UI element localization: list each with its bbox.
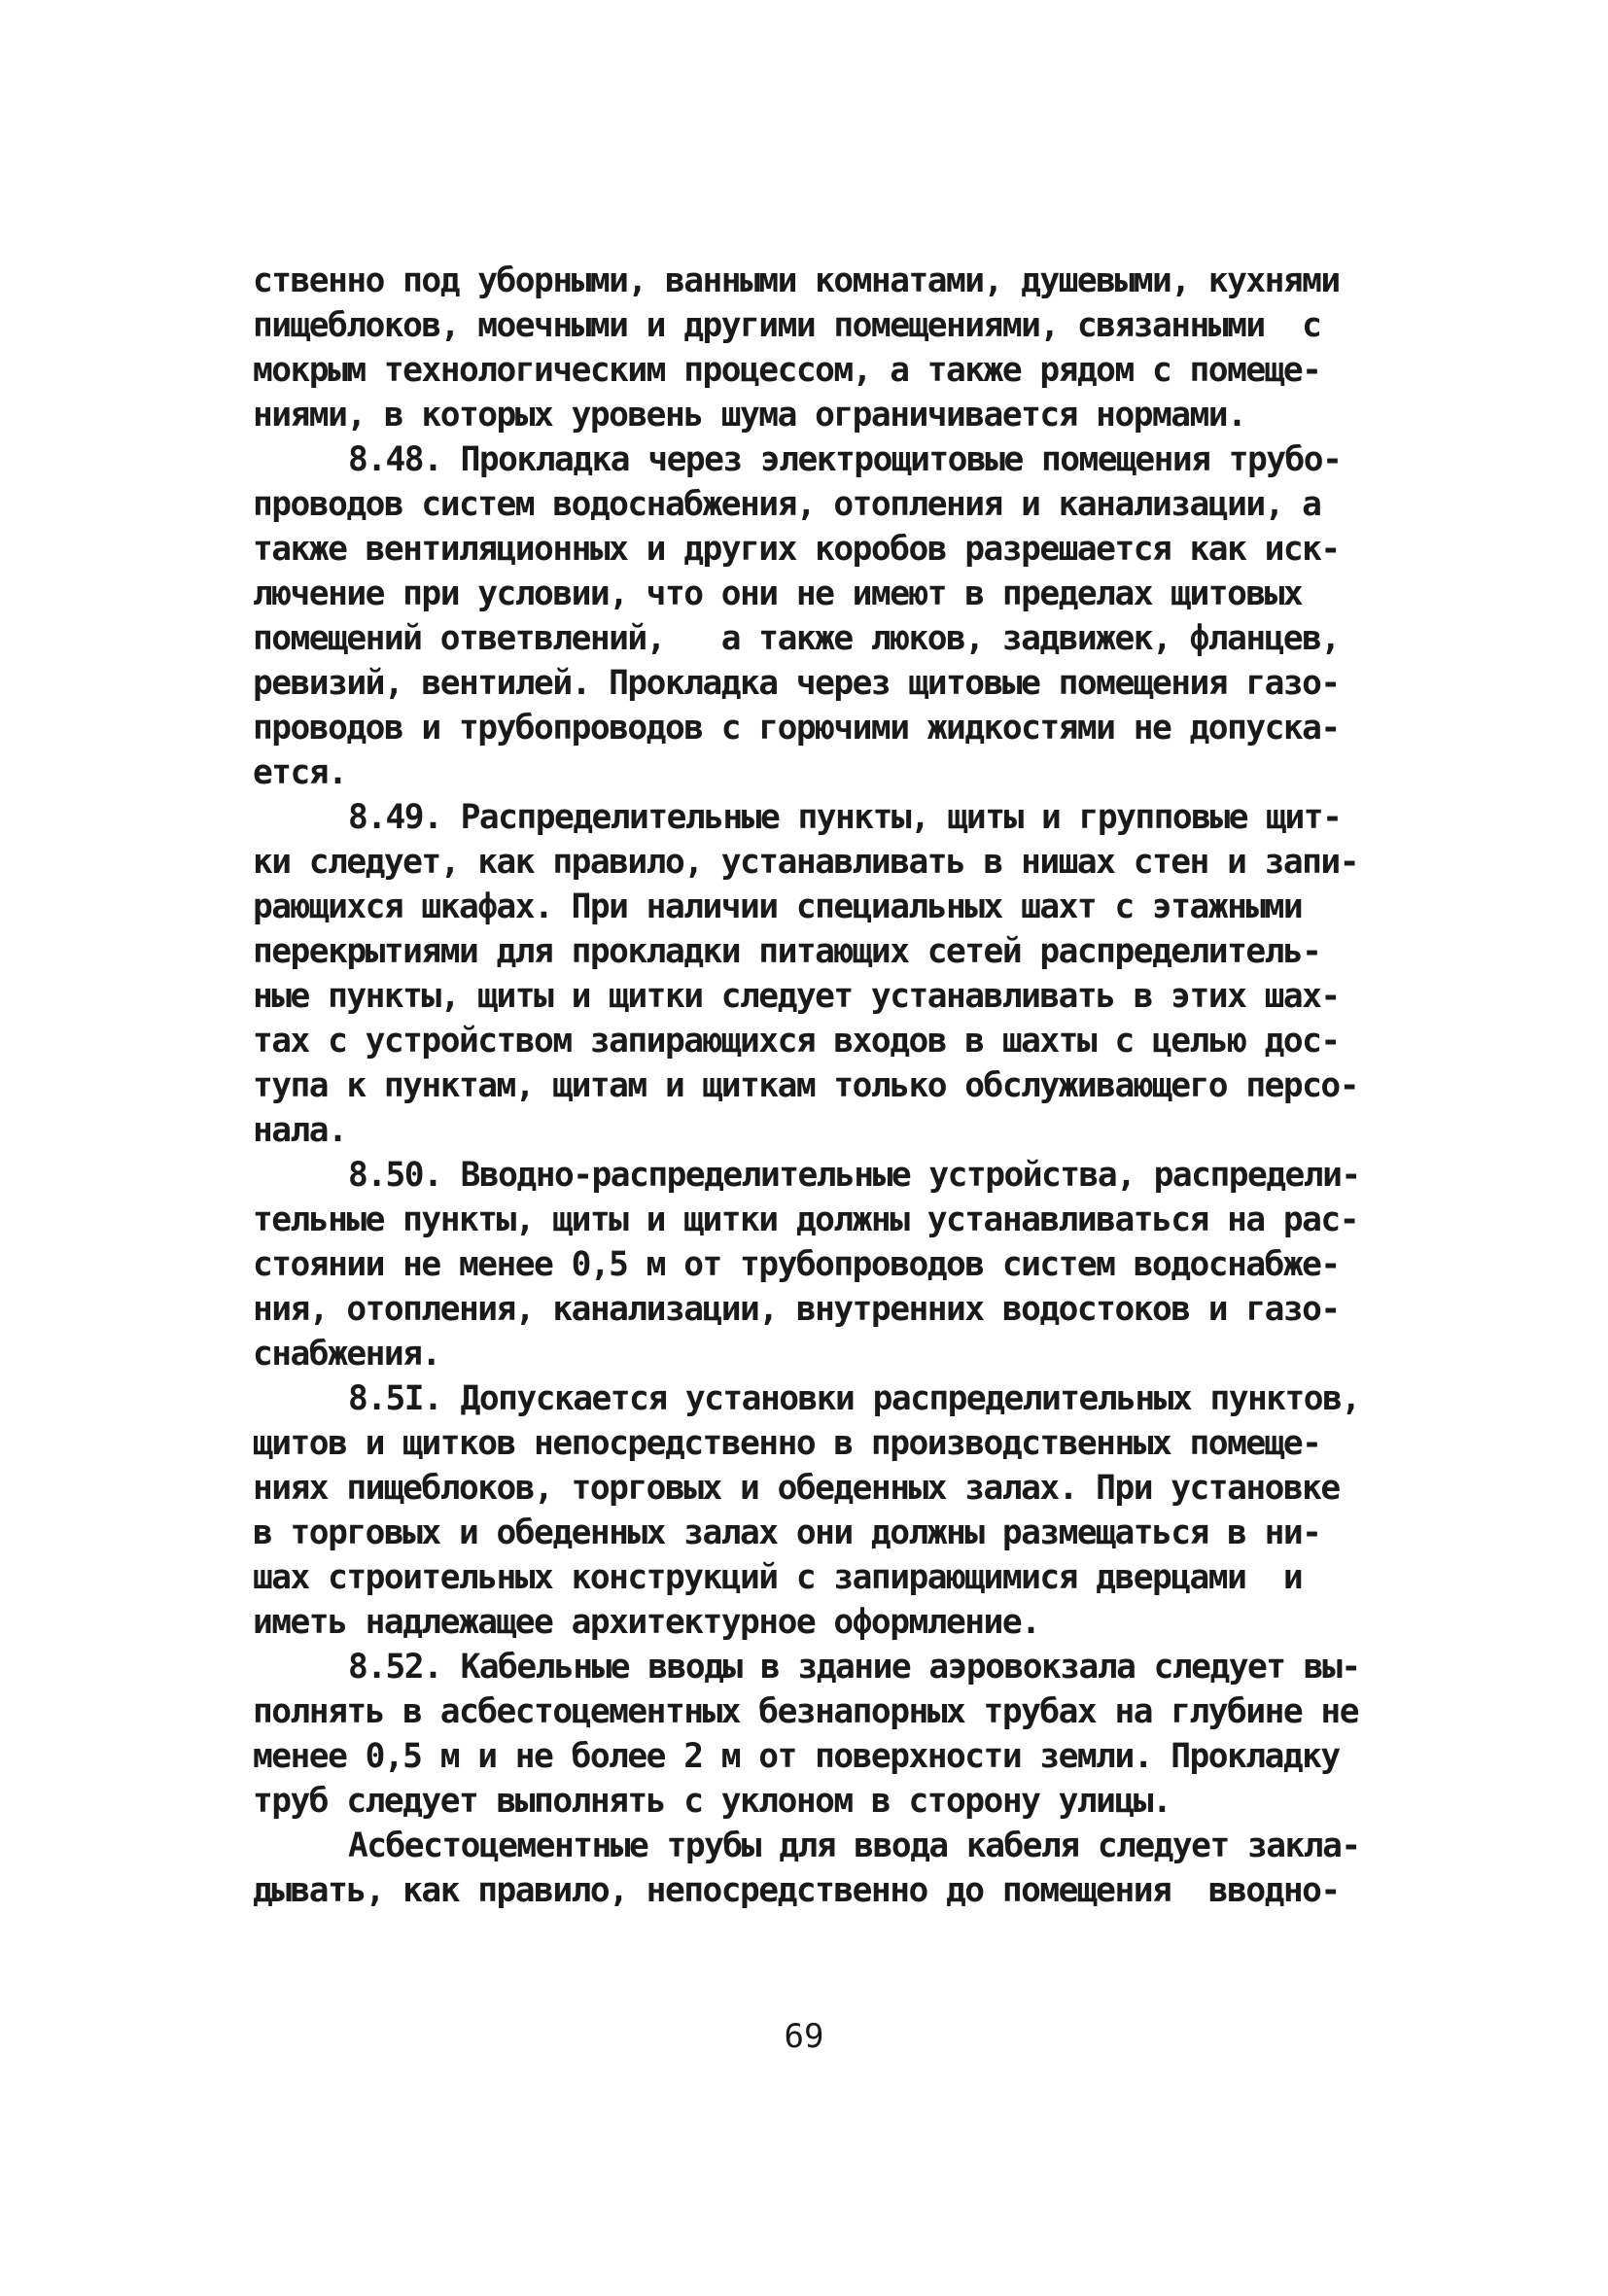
text-line: ниями, в которых уровень шума ограничивается нормами. <box>253 396 1246 435</box>
text-line: мокрым технологическим процессом, а также рядом с помеще- <box>253 351 1321 390</box>
text-line: Асбестоцементные трубы для ввода кабеля следует закла- <box>348 1826 1360 1865</box>
text-line: пищеблоков, моечными и другими помещениями, связанными с <box>253 306 1321 345</box>
text-line: также вентиляционных и других коробов разрешается как иск- <box>253 530 1340 569</box>
text-line: шах строительных конструкций с запирающимися дверцами и <box>253 1558 1303 1597</box>
text-line: проводов и трубопроводов с горючими жидкостями не допуска- <box>253 709 1340 748</box>
text-line: 8.5I. Допускается установки распределительных пунктов, <box>348 1379 1360 1418</box>
text-line: перекрытиями для прокладки питающих сетей распределитель- <box>253 932 1321 971</box>
text-line: дывать, как правило, непосредственно до помещения вводно- <box>253 1871 1340 1910</box>
page-number: 69 <box>784 2017 824 2056</box>
text-line: 8.52. Кабельные вводы в здание аэровокзала следует вы- <box>348 1648 1360 1687</box>
text-line: нала. <box>253 1111 347 1150</box>
text-line: ния, отопления, канализации, внутренних водостоков и газо- <box>253 1290 1340 1329</box>
text-line: иметь надлежащее архитектурное оформление. <box>253 1603 1040 1642</box>
text-line: помещений ответвлений, а также люков, задвижек, фланцев, <box>253 619 1340 658</box>
text-line: рающихся шкафах. При наличии специальных шахт с этажными <box>253 887 1303 926</box>
text-line: менее 0,5 м и не более 2 м от поверхности земли. Прокладку <box>253 1737 1340 1776</box>
text-line: стоянии не менее 0,5 м от трубопроводов систем водоснабже- <box>253 1245 1340 1284</box>
text-line: тах с устройством запирающихся входов в шахты с целью дос- <box>253 1022 1340 1061</box>
text-line: в торговых и обеденных залах они должны размещаться в ни- <box>253 1513 1321 1552</box>
text-line: труб следует выполнять с уклоном в сторону улицы. <box>253 1782 1171 1821</box>
body-text <box>253 259 1371 1913</box>
text-line: тупа к пунктам, щитам и щиткам только обслуживающего персо- <box>253 1066 1358 1105</box>
text-line: полнять в асбестоцементных безнапорных трубах на глубине не <box>253 1692 1358 1731</box>
text-line: 8.50. Вводно-распределительные устройства, распредели- <box>348 1156 1360 1195</box>
text-line: лючение при условии, что они не имеют в пределах щитовых <box>253 574 1303 613</box>
text-line: 8.48. Прокладка через электрощитовые помещения трубо- <box>348 440 1342 479</box>
text-line: тельные пункты, щиты и щитки должны устанавливаться на рас- <box>253 1200 1358 1239</box>
text-line: проводов систем водоснабжения, отопления и канализации, а <box>253 485 1321 524</box>
text-line: ки следует, как правило, устанавливать в нишах стен и запи- <box>253 843 1358 882</box>
text-line: 8.49. Распределительные пункты, щиты и групповые щит- <box>348 798 1342 837</box>
text-line: снабжения. <box>253 1335 440 1374</box>
text-line: ственно под уборными, ванными комнатами, душевыми, кухнями <box>253 261 1340 300</box>
text-line: ниях пищеблоков, торговых и обеденных залах. При установке <box>253 1469 1340 1508</box>
text-line: щитов и щитков непосредственно в производственных помеще- <box>253 1424 1321 1463</box>
text-line: ревизий, вентилей. Прокладка через щитовые помещения газо- <box>253 664 1340 703</box>
text-line: ные пункты, щиты и щитки следует устанавливать в этих шах- <box>253 977 1340 1016</box>
text-line: ется. <box>253 753 347 792</box>
